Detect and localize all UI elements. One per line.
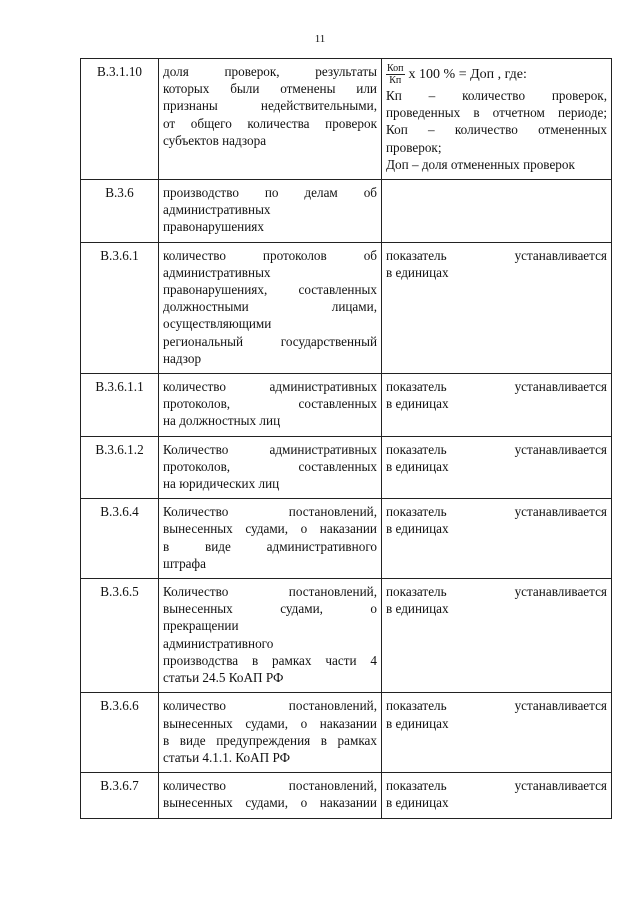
table-row xyxy=(81,436,612,499)
row-code: В.3.6.6 xyxy=(81,693,159,773)
description-line: правонарушениях xyxy=(163,219,264,235)
description-line: административного xyxy=(163,635,274,651)
indicator-unit: в единицах xyxy=(386,601,449,617)
description-line: статьи 24.5 КоАП РФ xyxy=(163,670,284,686)
row-description xyxy=(159,499,382,579)
row-indicator xyxy=(382,693,612,773)
row-code: В.3.6.1.2 xyxy=(81,436,159,499)
formula-expression: x 100 % = Доп , где: xyxy=(408,66,527,82)
description-line: количество протоколов об xyxy=(163,247,377,263)
indicator-unit: в единицах xyxy=(386,458,449,474)
table-row xyxy=(81,180,612,243)
formula-denominator: Кп xyxy=(389,75,402,86)
table-row xyxy=(81,59,612,180)
table-row xyxy=(81,693,612,773)
indicator-word: устанавливается xyxy=(514,584,607,600)
row-indicator xyxy=(382,374,612,437)
row-code: В.3.6.7 xyxy=(81,773,159,818)
description-line: в виде административного xyxy=(163,538,377,554)
description-line: на должностных лиц xyxy=(163,413,281,429)
row-description xyxy=(159,180,382,243)
formula-note: проведенных в отчетном периоде; xyxy=(386,105,607,121)
formula-numerator: Коп xyxy=(387,63,404,74)
indicator-line xyxy=(386,697,607,714)
table-row xyxy=(81,242,612,373)
indicator-line xyxy=(386,583,607,600)
indicator-word: устанавливается xyxy=(514,247,607,263)
description-line: Количество административных xyxy=(163,441,377,457)
description-line: доля проверок, результаты xyxy=(163,64,377,79)
indicator-word: показатель xyxy=(386,778,447,794)
indicator-line xyxy=(386,503,607,520)
row-description xyxy=(159,59,382,180)
description-line: Количество постановлений, xyxy=(163,584,377,600)
description-line: статьи 4.1.1. КоАП РФ xyxy=(163,749,290,765)
row-indicator xyxy=(382,180,612,243)
description-line: вынесенных судами, о наказании xyxy=(163,795,377,811)
formula-note: Кп – количество проверок, xyxy=(386,88,607,103)
description-line: штрафа xyxy=(163,555,206,571)
page-number: 11 xyxy=(314,33,326,45)
indicator-word: устанавливается xyxy=(514,504,607,520)
description-line: количество постановлений, xyxy=(163,778,377,794)
row-indicator xyxy=(382,579,612,693)
description-line: от общего количества проверок xyxy=(163,115,377,131)
indicator-word: показатель xyxy=(386,379,447,395)
indicator-unit: в единицах xyxy=(386,795,449,811)
table-row xyxy=(81,374,612,437)
row-description xyxy=(159,374,382,437)
indicator-word: показатель xyxy=(386,584,447,600)
row-code: В.3.6.1 xyxy=(81,242,159,373)
description-line: производства в рамках части 4 xyxy=(163,652,377,668)
formula-note: проверок; xyxy=(386,139,442,155)
row-code: В.3.6.1.1 xyxy=(81,374,159,437)
description-line: которых были отменены или xyxy=(163,81,377,97)
row-indicator xyxy=(382,773,612,818)
indicator-word: показатель xyxy=(386,247,447,263)
description-line: осуществляющими xyxy=(163,316,272,332)
description-line: вынесенных судами, о наказании xyxy=(163,715,377,731)
description-line: субъектов надзора xyxy=(163,132,267,148)
description-line: вынесенных судами, о наказании xyxy=(163,521,377,537)
table-row xyxy=(81,579,612,693)
indicator-word: показатель xyxy=(386,698,447,714)
indicator-unit: в единицах xyxy=(386,264,449,280)
indicator-word: устанавливается xyxy=(514,379,607,395)
description-line: в виде предупреждения в рамках xyxy=(163,732,377,748)
indicators-table xyxy=(80,58,612,819)
description-line: надзор xyxy=(163,350,202,366)
table-row xyxy=(81,773,612,818)
description-line: вынесенных судами, о xyxy=(163,601,377,617)
description-line: признаны недействительными, xyxy=(163,98,377,114)
indicator-line xyxy=(386,247,607,264)
row-description xyxy=(159,693,382,773)
description-line: административных xyxy=(163,264,271,280)
row-description xyxy=(159,773,382,818)
description-line: прекращении xyxy=(163,618,239,634)
description-line: производство по делам об xyxy=(163,185,377,201)
description-line: региональный государственный xyxy=(163,333,377,349)
description-line: административных xyxy=(163,202,271,218)
description-line: протоколов, составленных xyxy=(163,396,377,412)
indicator-line xyxy=(386,777,607,794)
indicator-unit: в единицах xyxy=(386,396,449,412)
row-code: В.3.6 xyxy=(81,180,159,243)
formula-note: Коп – количество отмененных xyxy=(386,122,607,138)
row-indicator xyxy=(382,436,612,499)
row-code: В.3.6.4 xyxy=(81,499,159,579)
description-line: на юридических лиц xyxy=(163,476,280,492)
row-description xyxy=(159,579,382,693)
formula xyxy=(386,63,607,86)
indicator-unit: в единицах xyxy=(386,521,449,537)
description-line: количество административных xyxy=(163,379,377,395)
row-indicator xyxy=(382,242,612,373)
row-code: В.3.6.5 xyxy=(81,579,159,693)
formula-fraction xyxy=(386,63,405,86)
indicator-word: устанавливается xyxy=(514,778,607,794)
row-indicator xyxy=(382,59,612,180)
indicator-line xyxy=(386,378,607,395)
description-line: правонарушениях, составленных xyxy=(163,282,377,298)
row-description xyxy=(159,242,382,373)
row-description xyxy=(159,436,382,499)
indicator-word: показатель xyxy=(386,441,447,457)
description-line: протоколов, составленных xyxy=(163,458,377,474)
description-line: количество постановлений, xyxy=(163,698,377,714)
description-line: должностными лицами, xyxy=(163,299,377,315)
table-row xyxy=(81,499,612,579)
indicator-word: устанавливается xyxy=(514,698,607,714)
description-line: Количество постановлений, xyxy=(163,504,377,520)
indicator-word: показатель xyxy=(386,504,447,520)
formula-note: Доп – доля отмененных проверок xyxy=(386,156,575,172)
indicator-unit: в единицах xyxy=(386,715,449,731)
row-code: В.3.1.10 xyxy=(81,59,159,180)
indicator-line xyxy=(386,441,607,458)
row-indicator xyxy=(382,499,612,579)
indicator-word: устанавливается xyxy=(514,441,607,457)
